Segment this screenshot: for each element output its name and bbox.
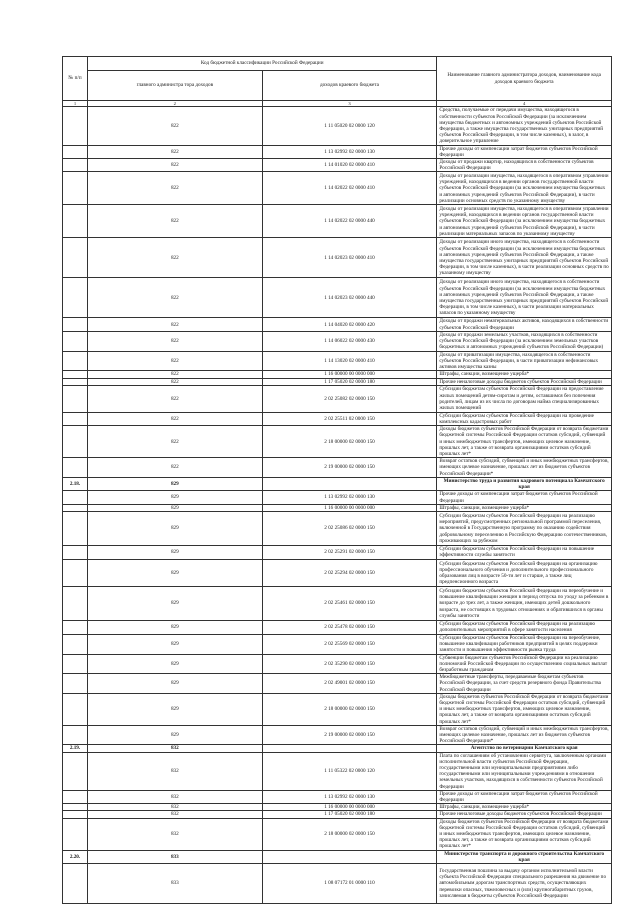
row-number: [63, 331, 88, 351]
index-4: 4: [437, 101, 612, 107]
income-name: Субсидии бюджетам субъектов Российской Федерации на проведение комплексных кадастровых работ: [437, 412, 612, 425]
income-code: 1 13 02992 02 0000 130: [262, 790, 437, 803]
admin-code: 829: [88, 504, 263, 511]
row-number: [63, 205, 88, 238]
income-code: 2 02 25294 02 0000 150: [262, 559, 437, 586]
table-row: [63, 331, 612, 351]
income-name: Доходы бюджетов субъектов Российской Федерации от возврата бюджетами бюджетной системы Российской Федерации остатков субсидий, субвенций и иных межбюджетных трансфертов, имеющих целевое назначение, прошлых лет, а также от возврата организациями остатков субсидий прошлых лет*: [437, 818, 612, 850]
income-code: 2 19 00000 02 0000 150: [262, 725, 437, 745]
admin-code: 822: [88, 159, 263, 172]
row-number: [63, 145, 88, 158]
admin-code: 829: [88, 545, 263, 559]
table-row: [63, 238, 612, 278]
row-number: [63, 545, 88, 559]
row-number: [63, 725, 88, 745]
income-name: Прочие доходы от компенсации затрат бюджетов субъектов Российской Федерации: [437, 790, 612, 803]
income-code: 1 11 05322 02 0000 120: [262, 752, 437, 790]
admin-code: 833: [88, 850, 263, 863]
income-code: 1 14 01020 02 0000 410: [262, 159, 437, 172]
income-code: 2 02 25086 02 0000 150: [262, 511, 437, 545]
row-number: [63, 804, 88, 811]
admin-code: 832: [88, 745, 263, 752]
income-name: Доходы бюджетов субъектов Российской Федерации от возврата бюджетами бюджетной системы Российской Федерации остатков субсидий, субвенций и иных межбюджетных трансфертов, имеющих целевое назначение, прошлых лет, а также от возврата организациями остатков субсидий прошлых лет*: [437, 693, 612, 725]
table-row: [63, 278, 612, 318]
table-row: [63, 804, 612, 811]
income-name: Доходы от реализации иного имущества, находящегося в собственности субъектов Российской Федерации (за исключением имущества бюджетных и автономных учреждений субъектов Российской Федерации, а также имущества государственных унитарных предприятий субъектов Российской Федерации, в том числе казенных), в части реализации материальных запасов по указанному имуществу: [437, 278, 612, 318]
income-code: 2 02 25511 02 0000 150: [262, 412, 437, 425]
income-name: Прочие неналоговые доходы бюджетов субъектов Российской Федерации: [437, 378, 612, 385]
header-row-1: [63, 57, 612, 71]
row-number: [63, 172, 88, 205]
table-row: [63, 818, 612, 850]
income-code: 1 17 05020 02 0000 180: [262, 811, 437, 818]
table-row: [63, 491, 612, 504]
section-row: [63, 477, 612, 490]
table-row: [63, 545, 612, 559]
row-number: 2.20.: [63, 850, 88, 863]
income-code: 2 19 00000 02 0000 150: [262, 458, 437, 478]
income-code: 1 14 06022 02 0000 430: [262, 331, 437, 351]
income-name: Субсидии бюджетам субъектов Российской Федерации на переобучение и повышение квалификации женщин в период отпуска по уходу за ребенком в возрасте до трех лет, а также женщин, имеющих детей дошкольного возраста, не состоящих в трудовых отношениях и обратившихся в органы службы занятости: [437, 586, 612, 620]
admin-code: 822: [88, 385, 263, 412]
admin-code: 822: [88, 331, 263, 351]
admin-code: 832: [88, 818, 263, 850]
income-name: Штрафы, санкции, возмещение ущерба*: [437, 504, 612, 511]
admin-code: 822: [88, 278, 263, 318]
income-name: Агентство по ветеринарии Камчатского края: [437, 745, 612, 752]
admin-code: 832: [88, 790, 263, 803]
income-code: [262, 850, 437, 863]
header-income: доходов краевого бюджета: [262, 71, 437, 101]
index-1: 1: [63, 101, 88, 107]
income-code: 1 16 00000 00 0000 000: [262, 504, 437, 511]
row-number: [63, 790, 88, 803]
income-code: 1 17 05020 02 0000 180: [262, 378, 437, 385]
row-number: [63, 586, 88, 620]
income-name: Доходы от продажи земельных участков, находящихся в собственности субъектов Российской Федерации (за исключением земельных участков бюджетных и автономных учреждений субъектов Российской Федерации): [437, 331, 612, 351]
row-number: [63, 693, 88, 725]
row-number: [63, 378, 88, 385]
income-code: 1 14 04020 02 0000 420: [262, 318, 437, 331]
admin-code: 829: [88, 477, 263, 490]
income-name: Межбюджетные трансферты, передаваемые бюджетам субъектов Российской Федерации, за счет средств резервного фонда Правительства Российской Федерации: [437, 674, 612, 694]
row-number: [63, 351, 88, 371]
document-sheet: [62, 56, 612, 904]
admin-code: 829: [88, 654, 263, 674]
admin-code: 832: [88, 811, 263, 818]
income-name: Субсидии бюджетам субъектов Российской Федерации на предоставление жилых помещений детям-сиротам и детям, оставшимся без попечения родителей, лицам из их числа по договорам найма специализированных жилых помещений: [437, 385, 612, 412]
admin-code: 829: [88, 674, 263, 694]
admin-code: 822: [88, 412, 263, 425]
income-code: 2 18 00000 02 0000 150: [262, 426, 437, 458]
admin-code: 829: [88, 559, 263, 586]
admin-code: 822: [88, 426, 263, 458]
row-number: [63, 159, 88, 172]
admin-code: 822: [88, 145, 263, 158]
income-code: [262, 745, 437, 752]
admin-code: 829: [88, 634, 263, 654]
income-name: Доходы от реализации иного имущества, находящегося в собственности субъектов Российской Федерации (за исключением имущества бюджетных и автономных учреждений субъектов Российской Федерации, а также имущества государственных унитарных предприятий субъектов Российской Федерации, в том числе казенных), в части реализации основных средств по указанному имуществу: [437, 238, 612, 278]
income-name: Государственная пошлина за выдачу органом исполнительной власти субъекта Российской Федерации специального разрешения на движение по автомобильным дорогам транспортных средств, осуществляющих перевозки опасных, тяжеловесных и (или) крупногабаритных грузов, зачисляемая в бюджеты субъектов Российской Федерации: [437, 864, 612, 904]
income-code: 2 02 49001 02 0000 150: [262, 674, 437, 694]
income-code: 1 13 02992 02 0000 130: [262, 145, 437, 158]
row-number: [63, 620, 88, 634]
table-row: [63, 586, 612, 620]
admin-code: 822: [88, 205, 263, 238]
income-code: 1 14 02023 02 0000 410: [262, 238, 437, 278]
admin-code: 822: [88, 458, 263, 478]
table-row: [63, 559, 612, 586]
table-row: [63, 385, 612, 412]
header-admin: главного администра тора доходов: [88, 71, 263, 101]
income-name: Доходы от реализации имущества, находящегося в оперативном управлении учреждений, находящихся в ведении органов государственной власти субъектов Российской Федерации (за исключением имущества бюджетных и автономных учреждений субъектов Российской Федерации), в части реализации основных средств по указанному имуществу: [437, 172, 612, 205]
row-number: [63, 864, 88, 904]
row-number: [63, 634, 88, 654]
income-code: 1 14 02022 02 0000 410: [262, 172, 437, 205]
income-name: Возврат остатков субсидий, субвенций и иных межбюджетных трансфертов, имеющих целевое назначение, прошлых лет из бюджетов субъектов Российской Федерации*: [437, 458, 612, 478]
table-row: [63, 351, 612, 371]
income-name: Субсидии бюджетам субъектов Российской Федерации на реализацию дополнительных мероприятий в сфере занятости населения: [437, 620, 612, 634]
income-name: Субсидии бюджетам субъектов Российской Федерации на реализацию мероприятий, предусмотренных региональной программой переселения, включенной в Государственную программу по оказанию содействия добровольному переселению в Российскую Федерацию соотечественников, проживающих за рубежом: [437, 511, 612, 545]
row-number: [63, 559, 88, 586]
admin-code: 829: [88, 511, 263, 545]
header-code-group: Код бюджетной классификации Российской Федерации: [88, 57, 437, 71]
table-row: [63, 674, 612, 694]
row-number: 2.18.: [63, 477, 88, 490]
row-number: [63, 504, 88, 511]
income-code: 2 18 00000 02 0000 150: [262, 693, 437, 725]
income-code: 1 16 00000 00 0000 000: [262, 804, 437, 811]
income-name: Субвенции бюджетам субъектов Российской Федерации на реализацию полномочий Российской Федерации по осуществлению социальных выплат безработным гражданам: [437, 654, 612, 674]
table-row: [63, 458, 612, 478]
admin-code: 832: [88, 752, 263, 790]
income-name: Субсидии бюджетам субъектов Российской Федерации на организацию профессионального обучения и дополнительного профессионального образования лиц в возрасте 50-ти лет и старше, а также лиц предпенсионного возраста: [437, 559, 612, 586]
table-row: [63, 159, 612, 172]
income-name: Министерство транспорта и дорожного строительства Камчатского края: [437, 850, 612, 863]
row-number: 2.19.: [63, 745, 88, 752]
table-row: [63, 145, 612, 158]
income-name: Прочие неналоговые доходы бюджетов субъектов Российской Федерации: [437, 811, 612, 818]
income-code: 2 02 35290 02 0000 150: [262, 654, 437, 674]
table-row: [63, 620, 612, 634]
row-number: [63, 412, 88, 425]
admin-code: 822: [88, 378, 263, 385]
table-row: [63, 378, 612, 385]
admin-code: 822: [88, 238, 263, 278]
income-code: 2 02 25569 02 0000 150: [262, 634, 437, 654]
table-row: [63, 504, 612, 511]
income-name: Доходы от реализации имущества, находящегося в оперативном управлении учреждений, находящихся в ведении органов государственной власти субъектов Российской Федерации (за исключением имущества бюджетных и автономных учреждений субъектов Российской Федерации), в части реализации материальных запасов по указанному имуществу: [437, 205, 612, 238]
table-row: [63, 811, 612, 818]
income-code: 2 02 25082 02 0000 150: [262, 385, 437, 412]
income-code: 2 02 25291 02 0000 150: [262, 545, 437, 559]
budget-classification-table: [62, 56, 612, 904]
income-name: Доходы от продажи квартир, находящихся в собственности субъектов Российской Федерации: [437, 159, 612, 172]
index-2: 2: [88, 101, 263, 107]
income-name: Доходы от продажи нематериальных активов, находящихся в собственности субъектов Российской Федерации: [437, 318, 612, 331]
income-name: Прочие доходы от компенсации затрат бюджетов субъектов Российской Федерации: [437, 145, 612, 158]
income-name: Субсидии бюджетам субъектов Российской Федерации на повышение эффективности службы занятости: [437, 545, 612, 559]
row-number: [63, 107, 88, 145]
row-number: [63, 318, 88, 331]
income-code: 2 02 25461 02 0000 150: [262, 586, 437, 620]
table-row: [63, 371, 612, 378]
section-row: [63, 745, 612, 752]
income-name: Доходы от приватизации имущества, находящегося в собственности субъектов Российской Федерации, в части приватизации нефинансовых активов имущества казны: [437, 351, 612, 371]
table-row: [63, 205, 612, 238]
row-number: [63, 385, 88, 412]
row-number: [63, 752, 88, 790]
row-number: [63, 426, 88, 458]
income-code: 2 18 00000 02 0000 150: [262, 818, 437, 850]
table-body: [63, 107, 612, 904]
table-row: [63, 790, 612, 803]
income-name: Штрафы, санкции, возмещение ущерба*: [437, 804, 612, 811]
admin-code: 829: [88, 725, 263, 745]
income-name: Возврат остатков субсидий, субвенций и иных межбюджетных трансфертов, имеющих целевое назначение, прошлых лет из бюджетов субъектов Российской Федерации*: [437, 725, 612, 745]
row-number: [63, 458, 88, 478]
row-number: [63, 371, 88, 378]
admin-code: 829: [88, 693, 263, 725]
header-num: № п/п: [63, 57, 88, 101]
table-row: [63, 172, 612, 205]
table-row: [63, 107, 612, 145]
income-name: Субсидии бюджетам субъектов Российской Федерации на переобучение, повышение квалификации работников предприятий в целях поддержки занятости и повышения эффективности рынка труда: [437, 634, 612, 654]
income-code: 1 08 07172 01 0000 110: [262, 864, 437, 904]
income-name: Штрафы, санкции, возмещение ущерба*: [437, 371, 612, 378]
table-row: [63, 752, 612, 790]
row-number: [63, 238, 88, 278]
table-row: [63, 412, 612, 425]
admin-code: 822: [88, 107, 263, 145]
income-code: 1 14 13020 02 0000 410: [262, 351, 437, 371]
income-name: Доходы бюджетов субъектов Российской Федерации от возврата бюджетами бюджетной системы Российской Федерации остатков субсидий, субвенций и иных межбюджетных трансфертов, имеющих целевое назначение, прошлых лет, а также от возврата организациями остатков субсидий прошлых лет*: [437, 426, 612, 458]
admin-code: 829: [88, 586, 263, 620]
section-row: [63, 850, 612, 863]
admin-code: 822: [88, 172, 263, 205]
table-row: [63, 693, 612, 725]
table-row: [63, 426, 612, 458]
row-number: [63, 511, 88, 545]
admin-code: 822: [88, 351, 263, 371]
table-row: [63, 864, 612, 904]
table-row: [63, 318, 612, 331]
income-code: 1 14 02022 02 0000 440: [262, 205, 437, 238]
income-code: 2 02 25478 02 0000 150: [262, 620, 437, 634]
income-code: 1 13 02992 02 0000 130: [262, 491, 437, 504]
row-number: [63, 654, 88, 674]
income-code: 1 14 02023 02 0000 440: [262, 278, 437, 318]
income-code: [262, 477, 437, 490]
income-code: 1 11 05020 02 0000 120: [262, 107, 437, 145]
income-name: Министерство труда и развития кадрового потенциала Камчатского края: [437, 477, 612, 490]
admin-code: 832: [88, 804, 263, 811]
income-name: Средства, получаемые от передачи имущества, находящегося в собственности субъектов Российской Федерации (за исключением имущества бюджетных и автономных учреждений субъектов Российской Федерации, а также имущества государственных унитарных предприятий субъектов Российской Федерации, в том числе казенных), в залог, в доверительное управление: [437, 107, 612, 145]
admin-code: 829: [88, 620, 263, 634]
income-name: Плата по соглашениям об установлении сервитута, заключенным органами исполнительной власти субъектов Российской Федерации, государственными или муниципальными предприятиями либо государственными или муниципальными учреждениями в отношении земельных участков, находящихся в собственности субъектов Российской Федерации: [437, 752, 612, 790]
table-row: [63, 725, 612, 745]
admin-code: 822: [88, 318, 263, 331]
table-row: [63, 511, 612, 545]
income-name: Прочие доходы от компенсации затрат бюджетов субъектов Российской Федерации: [437, 491, 612, 504]
header-name: Наименование главного администратора доходов, наименование кода доходов краевого бюджета: [437, 57, 612, 101]
index-3: 3: [262, 101, 437, 107]
admin-code: 829: [88, 491, 263, 504]
row-number: [63, 818, 88, 850]
table-row: [63, 654, 612, 674]
income-code: 1 16 00000 00 0000 000: [262, 371, 437, 378]
row-number: [63, 491, 88, 504]
admin-code: 833: [88, 864, 263, 904]
admin-code: 822: [88, 371, 263, 378]
row-number: [63, 674, 88, 694]
row-number: [63, 278, 88, 318]
row-number: [63, 811, 88, 818]
table-row: [63, 634, 612, 654]
